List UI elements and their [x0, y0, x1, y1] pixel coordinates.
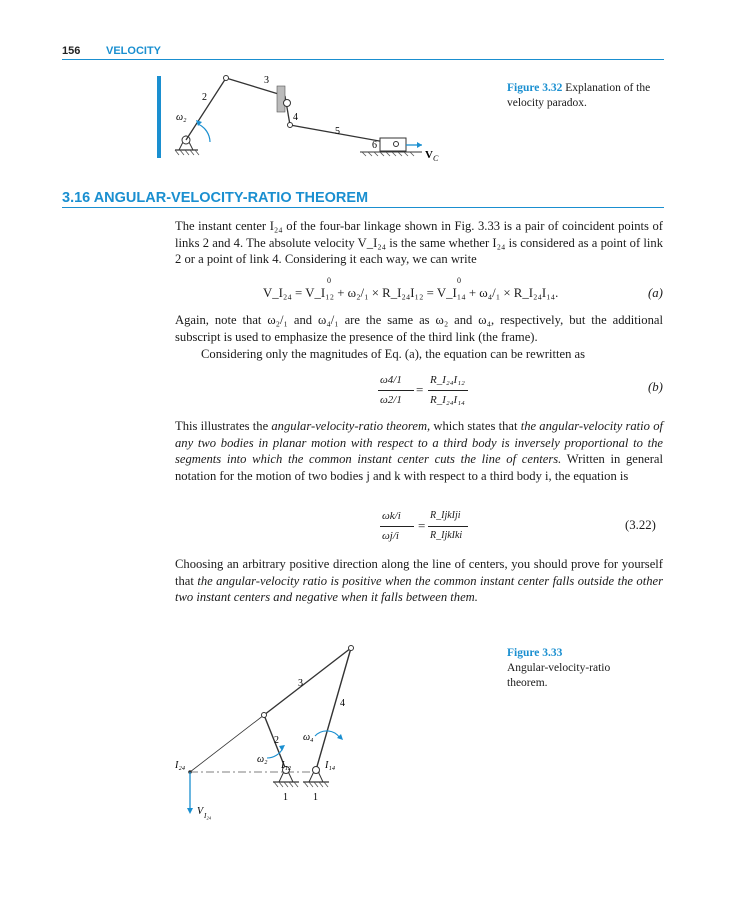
equation-a-zero-2: 0 [457, 276, 461, 285]
fig333-w4-label: ω₄ [303, 732, 314, 743]
paragraph-4 [175, 418, 663, 484]
eq322-frac-line-left [380, 526, 414, 527]
figure-3-33-diagram [165, 640, 385, 830]
eq-b-frac-line-left [378, 390, 414, 391]
paragraph-5 [175, 556, 663, 606]
figure-3-33-label: Figure 3.33 [507, 647, 563, 659]
paragraph-2: Again, note that ω₂/₁ and ω₄/₁ are the same as ω₂ and ω₄, respectively, but the additional subscript is used to emphasize the presence of the third link (the frame). [175, 313, 663, 344]
equation-3-22-number: (3.22) [625, 518, 656, 532]
fig333-link2-label: 2 [274, 735, 279, 746]
eq322-den-right: R_IjkIki [430, 530, 463, 541]
eq322-den-left: ωj/i [382, 530, 399, 542]
section-title: 3.16 ANGULAR-VELOCITY-RATIO THEOREM [62, 190, 369, 206]
fig333-ground1-label: 1 [283, 792, 288, 803]
header-rule [62, 59, 664, 60]
paragraph-1: The instant center I₂₄ of the four-bar linkage shown in Fig. 3.33 is a pair of coincident points of links 2 and 4. The absolute velocity V_I₂₄ is the same whether I₂₄ is considered as a point of link 2 or a point of link 4. Considering it each way, we can write [175, 219, 663, 267]
p4-text-2: which states that [430, 419, 521, 433]
fig333-v-label: V [197, 806, 204, 817]
paragraph-3: Considering only the magnitudes of Eq. (a), the equation can be rewritten as [201, 347, 585, 361]
fig333-i14-label: I₁₄ [325, 760, 336, 771]
figure-3-32-label: Figure 3.32 [507, 82, 563, 94]
figure-3-32-caption [507, 81, 662, 111]
equation-a: V_I₂₄ = V_I₁₂ + ω₂/₁ × R_I₂₄I₁₂ = V_I₁₄ + ω₄/₁ × R_I₂₄I₁₄. [263, 286, 559, 300]
fig332-vc-sub: C [433, 154, 439, 163]
eq-b-num-left: ω4/1 [380, 374, 402, 386]
eq322-frac-line-right [428, 526, 468, 527]
fig333-v-sub: I₂₄ [204, 812, 212, 820]
fig333-link4-label: 4 [340, 698, 345, 709]
equation-a-number: (a) [648, 286, 663, 300]
p4-italic: the angular-velocity ratio of any two bodies in planar motion with respect to a third body is inversely proportional to the segments into which the common instant center cuts the line of centers. [175, 419, 663, 467]
fig333-link3-label: 3 [298, 678, 303, 689]
p5-italic: the angular-velocity ratio is positive when the common instant center falls outside the other two instant centers and negative when it falls between them. [175, 573, 663, 605]
fig333-w2-label: ω₂ [257, 754, 268, 765]
figure-3-33-caption [507, 646, 627, 691]
fig333-i12-label: I₁₂ [281, 760, 292, 771]
fig333-ground2-label: 1 [313, 792, 318, 803]
eq-b-den-right: R_I₂₄I₁₄ [430, 394, 465, 406]
equation-b [368, 372, 468, 412]
p5-text: Choosing an arbitrary positive direction along the line of centers, you should prove for yourself that [175, 557, 663, 588]
fig332-vc-label: V [425, 149, 433, 161]
page-number: 156 [62, 45, 81, 57]
figure-3-32-text: Explanation of the velocity paradox. [507, 82, 651, 109]
section-rule [62, 207, 664, 208]
fig333-i24-label: I₂₄ [175, 760, 186, 771]
eq-b-equals: = [416, 382, 424, 397]
fig332-omega-label: ω₂ [176, 112, 187, 123]
eq322-equals: = [418, 518, 426, 533]
fig332-link3-label: 3 [264, 75, 269, 86]
p4-term: angular-velocity-ratio theorem, [271, 419, 431, 433]
equation-a-zero-1: 0 [327, 276, 331, 285]
eq-b-num-right: R_I₂₄I₁₂ [430, 374, 465, 386]
eq322-num-right: R_IjkIji [430, 510, 461, 521]
equation-3-22 [368, 508, 478, 548]
eq-b-frac-line-right [428, 390, 468, 391]
equation-b-number: (b) [648, 380, 663, 394]
figure-3-32-diagram [160, 68, 460, 168]
eq322-num-left: ωk/i [382, 510, 401, 522]
fig332-link2-label: 2 [202, 92, 207, 103]
chapter-title: VELOCITY [106, 45, 162, 57]
p4-text-3: Written in general notation for the motion of two bodies j and k with respect to a third body i, the equation is [175, 452, 663, 483]
fig332-link5-label: 5 [335, 126, 340, 137]
eq-b-den-left: ω2/1 [380, 394, 402, 406]
fig332-link4-label: 4 [293, 112, 298, 123]
figure-3-33-text: Angular-velocity-ratio theorem. [507, 662, 611, 689]
p4-text-1: This illustrates the [175, 419, 272, 433]
fig332-link6-label: 6 [372, 140, 377, 151]
